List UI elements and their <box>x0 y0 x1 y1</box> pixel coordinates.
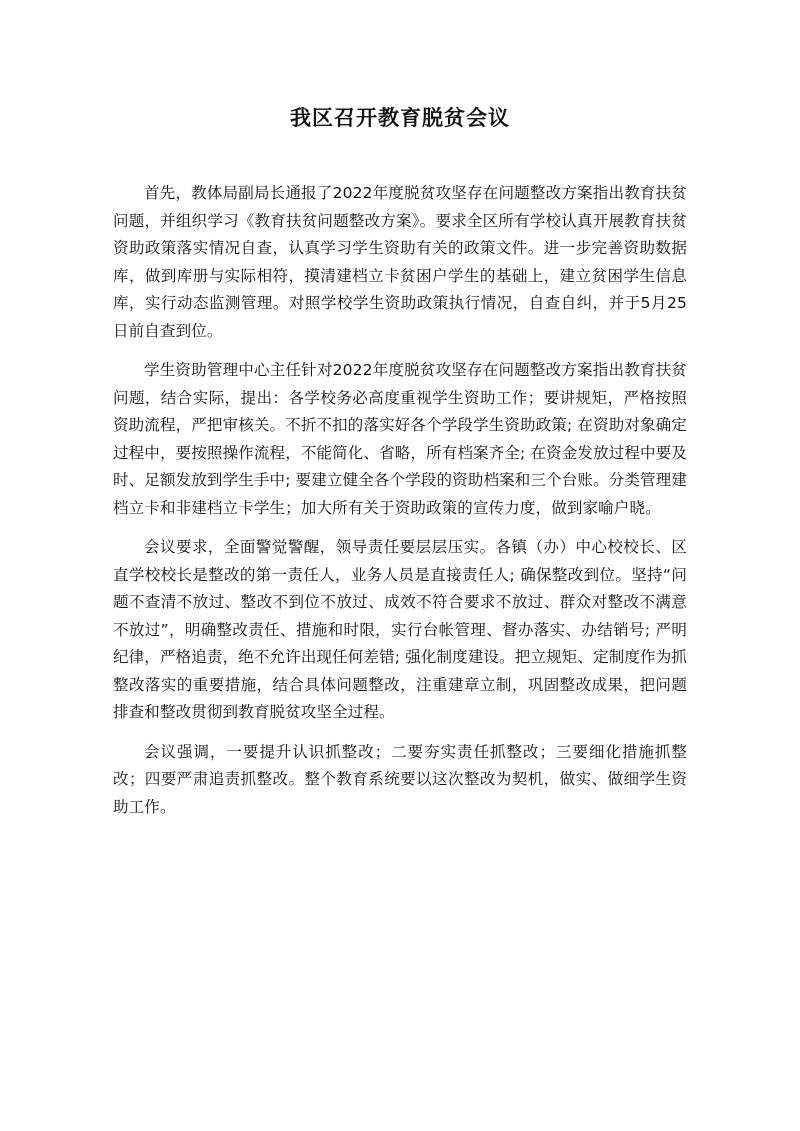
paragraph-4: 会议强调，一要提升认识抓整改；二要夯实责任抓整改；三要细化措施抓整改；四要严肃追责抓整改。整个教育系统要以这次整改为契机，做实、做细学生资助工作。 <box>113 742 687 816</box>
document-body <box>113 180 687 833</box>
document-title: 我区召开教育脱贫会议 <box>290 106 510 130</box>
paragraph-2: 学生资助管理中心主任针对2022年度脱贫攻坚存在问题整改方案指出教育扶贫问题，结合实际，提出：各学校务必高度重视学生资助工作；要讲规矩，严格按照资助流程，严把审核关。不折不扣的落实好各个学段学生资助政策; 在资助对象确定过程中，要按照操作流程，不能简化、省略，所有档案齐全; 在资金发放过程中要及时、足额发放到学生手中; 要建立健全各个学段的资助档案和三个台账。分类管理建档立卡和非建档立卡学生；加大所有关于资助政策的宣传力度，做到家喻户晓。 <box>113 361 687 517</box>
paragraph-3: 会议要求，全面警觉警醒，领导责任要层层压实。各镇（办）中心校校长、区直学校校长是整改的第一责任人，业务人员是直接责任人; 确保整改到位。坚持“问题不查清不放过、整改不到位不放过、成效不符合要求不放过、群众对整改不满意不放过”，明确整改责任、措施和时限，实行台帐管理、督办落实、办结销号; 严明纪律，严格追责，绝不允许出现任何差错; 强化制度建设。把立规矩、定制度作为抓整改落实的重要措施，结合具体问题整改，注重建章立制，巩固整改成果，把问题排查和整改贯彻到教育脱贫攻坚全过程。 <box>113 538 687 721</box>
paragraph-1: 首先，教体局副局长通报了2022年度脱贫攻坚存在问题整改方案指出教育扶贫问题，并组织学习《教育扶贫问题整改方案》。要求全区所有学校认真开展教育扶贫资助政策落实情况自查，认真学习学生资助有关的政策文件。进一步完善资助数据库，做到库册与实际相符，摸清建档立卡贫困户学生的基础上，建立贫困学生信息库，实行动态监测管理。对照学校学生资助政策执行情况，自查自纠，并于5月25日前自查到位。 <box>113 184 687 340</box>
